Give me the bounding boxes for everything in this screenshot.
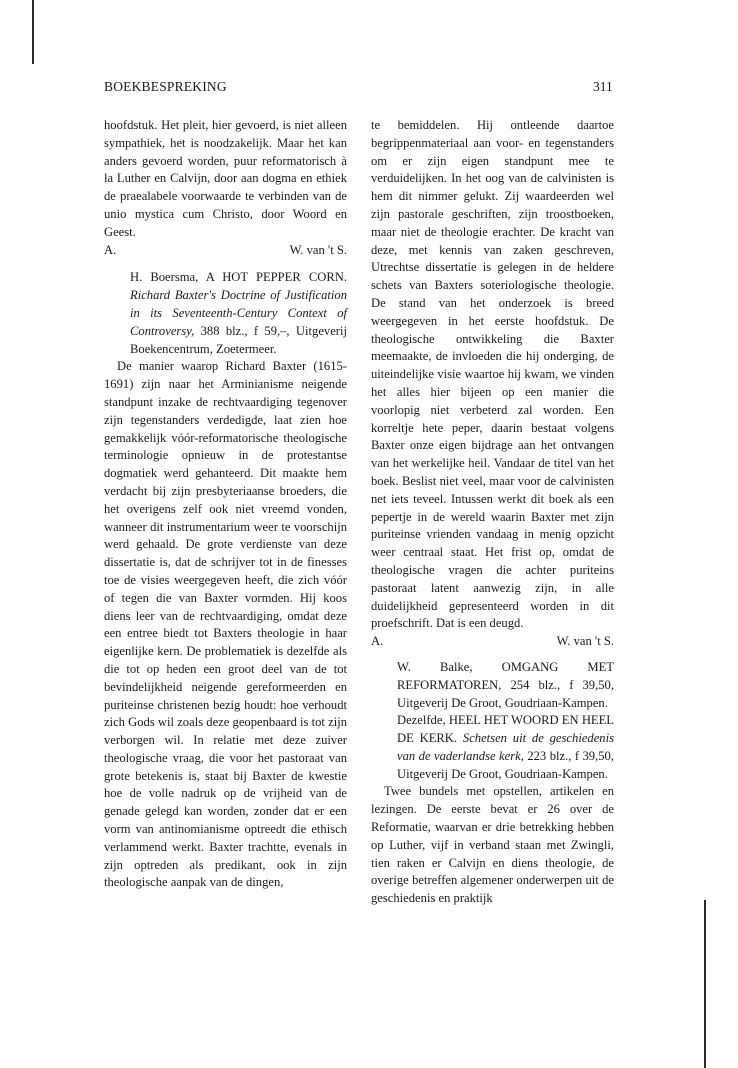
entry-subtitle: Richard Baxter's Doctrine of Justification in its Seventeenth-Century Context of Controversy,: [130, 288, 347, 338]
entry-author: H. Boersma,: [130, 270, 206, 285]
entry-balke-2: [397, 712, 614, 783]
right-paragraph-1: te bemiddelen. Hij ontleende daartoe begrippenmateriaal aan voor- en tegenstanders om er zijn eigen standpunt mee te verduidelijken. In het oog van de calvinisten is hem dit nimmer gelukt. Zij waardeerden wel zijn pastorale geschriften, zijn troostboeken, maar niet de theologie erachter. De kracht van deze, met kennis van zaken geschreven, Utrechtse dissertatie is gelegen in de heldere schets van Baxters soteriologische theologie. De stand van het onderzoek is breed weergegeven in het eerste hoofdstuk. De theologische ontwikkeling die Baxter meemaakte, de invloeden die hij onderging, de uiteindelijke visie waartoe hij kwam, we vinden het alles hier bijeen op een manier die voorlopig niet verbeterd zal worden. Een korreltje hete peper, daarin bestaat volgens Baxter onze eigen bijdrage aan het ontvangen van het werkelijke heil. Vandaar de titel van het boek. Beslist niet veel, maar voor de calvinisten net iets teveel. Intussen werkt dit boek als een pepertje in de wereld waarin Baxter met zijn puriteinse vrienden vandaag in menig opzicht weer centraal staat. Het frist op, omdat de theologische vragen die achter puriteins pastoraat latent aanwezig zijn, in alle duidelijkheid gepresenteerd worden in dit proefschrift. Dat is een deugd.: [371, 118, 614, 631]
book-entry-boersma: [130, 269, 347, 358]
page-number: 311: [593, 79, 613, 94]
signature-name: W. van 't S.: [289, 242, 347, 257]
right-column: [371, 117, 614, 908]
entry-details: 223 blz., f 39,50, Uitgeverij De Groot, Goudriaan-Kampen.: [397, 748, 614, 781]
entry-title: Dezelfde, HEEL HET WOORD EN HEEL DE KERK.: [397, 713, 614, 746]
signature-initial: A.: [371, 634, 384, 649]
right-signature: [371, 633, 614, 651]
left-column: [104, 117, 347, 892]
scan-edge-right: [704, 900, 706, 1068]
signature-initial: A.: [104, 242, 117, 257]
book-entry-balke: [397, 659, 614, 784]
running-head: BOEKBESPREKING: [104, 79, 227, 94]
left-signature: [104, 242, 347, 260]
scan-edge-left: [32, 0, 34, 64]
entry-details: 388 blz., f 59,–, Uitgeverij Boekencentrum, Zoetermeer.: [130, 323, 347, 356]
right-paragraph-2: Twee bundels met opstellen, artikelen en lezingen. De eerste bevat er 26 over de Reformatie, waarvan er drie betrekking hebben op Luther, vijf in verband staan met Zwingli, tien raken er Calvijn en diens theologie, de overige betreffen algemener onderwerpen uit de geschiedenis en praktijk: [371, 784, 614, 906]
signature-name: W. van 't S.: [556, 634, 614, 649]
entry-subtitle: Schetsen uit de geschiedenis van de vaderlandse kerk,: [397, 731, 614, 763]
left-paragraph-1: hoofdstuk. Het pleit, hier gevoerd, is niet alleen sympathiek, het is noodzakelijk. Maar het kan anders gevoerd worden, puur reformatorisch à la Luther en Calvijn, door aan dogma en ethiek de praealabele voorwaarde te verbinden van de unio mystica cum Christo, door Woord en Geest.: [104, 118, 347, 239]
entry-title: A HOT PEPPER CORN.: [205, 270, 348, 285]
left-paragraph-2: De manier waarop Richard Baxter (1615-1691) zijn naar het Arminianisme neigende standpunt inzake de rechtvaardiging tegenover zijn tegenstanders verdedigde, laat zien hoe gemakkelijk vóór-reformatorische theologische terminologie opnieuw in de protestantse dogmatiek werd gehanteerd. Dit maakte hem verdacht bij zijn presbyteriaanse broeders, die het overigens zelf ook niet vreemd vonden, wanneer dit instrumentarium weer te voorschijn werd gehaald. De grote verdienste van deze dissertatie is, dat de schrijver tot in de finesses toe de visies weergegeven heeft, die zich vóór of tegen die van Baxter vormden. Hij koos diens leer van de rechtvaardiging, omdat deze een entree biedt tot Baxters theologie in haar eigenlijke kern. De problematiek is dezelfde als die tot op heden een groot deel van de tot bevindelijkheid neigende gereformeerden en puriteinse christenen bezig houdt: hoe verhoudt zich Gods wil zoals deze geopenbaard is tot zijn verborgen wil. In relatie met deze zuiver theologische vraag, die voor het pastoraat van grote betekenis is, staat bij Baxter de kwestie hoe de volle nadruk op de vrijheid van de genade gelegd kan worden, zonder dat er een vorm van antinomianisme optreedt die ethisch verlammend werkt. Baxter trachtte, evenals in zijn optreden als predikant, ook in zijn theologische aanpak van de dingen,: [104, 359, 347, 890]
entry-balke-1: W. Balke, OMGANG MET REFORMATOREN, 254 blz., f 39,50, Uitgeverij De Groot, Goudriaan-Kampen.: [397, 659, 614, 710]
